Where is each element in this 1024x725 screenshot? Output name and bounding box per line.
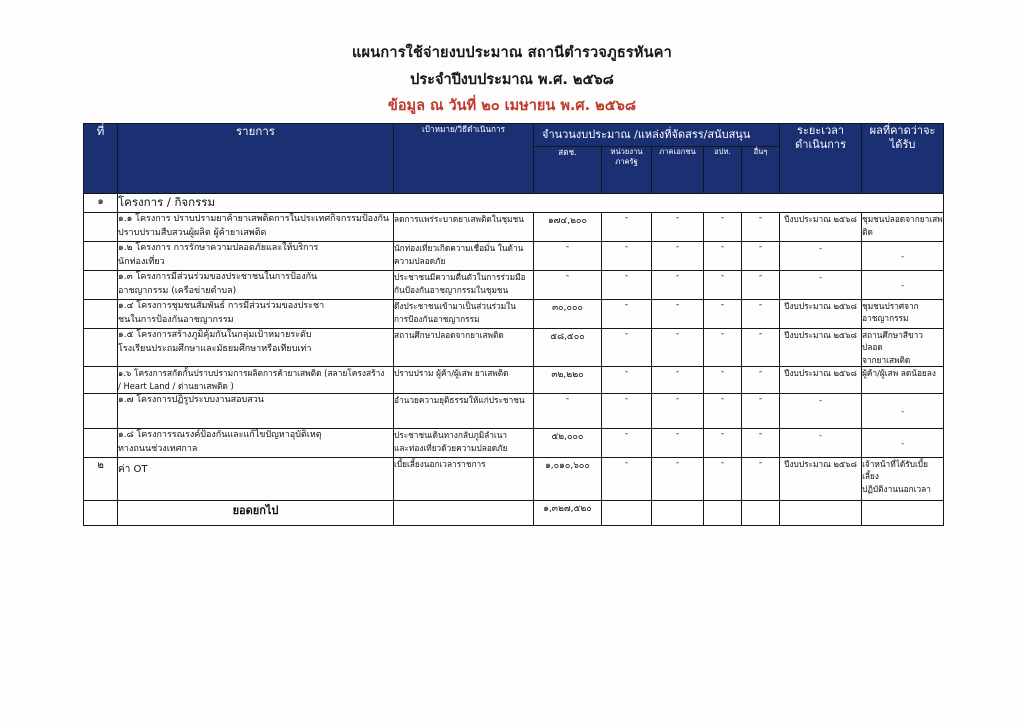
row-budget-other: - (742, 328, 780, 366)
table-row (84, 458, 944, 501)
row-result (862, 328, 944, 366)
total-row-budget-gov (602, 501, 652, 526)
row-item-line1: ๑.๗ โครงการปฏิรูประบบงานสอบสวน (118, 395, 264, 406)
table-header-row-1 (84, 124, 944, 147)
page-subtitle-fiscal-year: ประจำปีงบประมาณ พ.ศ. ๒๕๖๘ (410, 71, 614, 88)
row-item (118, 458, 394, 501)
row-budget-sattacho: - (534, 271, 602, 300)
row-item-line2: นักท่องเที่ยว (118, 257, 165, 268)
row-budget-private: - (652, 367, 704, 394)
budget-table (83, 123, 944, 526)
row-goal (394, 458, 534, 501)
total-row-budget-other (742, 501, 780, 526)
row-result (862, 299, 944, 328)
page-title: แผนการใช้จ่ายงบประมาณ สถานีตำรวจภูธรหันคา (352, 45, 672, 61)
row-item-line1: ๑.๔ โครงการชุมชนสัมพันธ์ การมีส่วนร่วมของประชา (118, 300, 325, 311)
row-budget-gov: - (602, 213, 652, 242)
row-no (84, 328, 118, 366)
row-period: ปีงบประมาณ ๒๕๖๘ (780, 299, 862, 328)
total-row-period (780, 501, 862, 526)
row-item-line2: ทางถนนช่วงเทศกาล (118, 444, 198, 455)
row-goal (394, 242, 534, 271)
row-budget-other: - (742, 299, 780, 328)
row-no (84, 429, 118, 458)
row-budget-sattacho: ๑๗๔,๒๐๐ (534, 213, 602, 242)
table-row-total (84, 501, 944, 526)
row-budget-private: - (652, 394, 704, 429)
row-goal-line1: นักท่องเที่ยวเกิดความเชื่อมั่น ในด้าน (394, 243, 524, 254)
row-item (118, 213, 394, 242)
row-result-line1: ชุมชนปราศจาก (862, 300, 919, 311)
row-budget-other: - (742, 429, 780, 458)
row-goal-line1: ลดการแพร่ระบาดยาเสพติดในชุมชน (394, 214, 524, 225)
row-budget-local: - (704, 271, 742, 300)
row-no (84, 242, 118, 271)
row-period: - (780, 271, 862, 300)
table-header (84, 124, 944, 194)
row-item-line2: ชนในการป้องกันอาชญากรรม (118, 314, 234, 325)
row-budget-local: - (704, 242, 742, 271)
row-goal (394, 429, 534, 458)
row-budget-sattacho: ๕๘,๕๐๐ (534, 328, 602, 366)
row-result (862, 458, 944, 501)
row-budget-gov: - (602, 299, 652, 328)
row-result (862, 213, 944, 242)
total-row-no (84, 501, 118, 526)
row-item-line1: ๑.๑ โครงการ ปราบปรามยาค้ายาเสพติดการในประเทศกิจกรรมป้องกัน (118, 214, 390, 225)
col-header-budget-gov-line1: หน่วยงาน (610, 147, 643, 157)
row-budget-gov: - (602, 328, 652, 366)
row-goal-line1: ปราบปราม ผู้ค้า/ผู้เสพ ยาเสพติด (394, 368, 509, 379)
col-header-budget-private: ภาคเอกชน (652, 147, 704, 194)
page-subtitle-data-date: ข้อมูล ณ วันที่ ๒๐ เมษายน พ.ศ. ๒๕๖๘ (387, 98, 637, 115)
col-header-goal: เป้าหมาย/วิธีดำเนินการ (394, 124, 534, 194)
row-goal (394, 299, 534, 328)
row-goal-line1: ประชาชนมีความตื่นตัวในการร่วมมือ (394, 272, 526, 283)
table-row (84, 429, 944, 458)
row-goal-line2: กันป้องกันอาชญากรรมในชุมชน (394, 284, 509, 295)
table-row (84, 242, 944, 271)
total-row-budget-private (652, 501, 704, 526)
row-result: - (862, 271, 944, 300)
col-header-budget-gov-line2: ภาครัฐ (615, 157, 638, 167)
row-result: - (862, 242, 944, 271)
row-budget-gov: - (602, 242, 652, 271)
row-budget-local: - (704, 213, 742, 242)
row-goal (394, 394, 534, 429)
row-item (118, 299, 394, 328)
col-header-budget-group: จำนวนงบประมาณ /แหล่งที่จัดสรร/สนับสนุน (534, 124, 780, 147)
row-goal-line2: ความปลอดภัย (394, 256, 446, 267)
row-budget-local: - (704, 429, 742, 458)
row-budget-gov: - (602, 458, 652, 501)
row-budget-sattacho: ๑,๐๑๐,๖๐๐ (534, 458, 602, 501)
col-header-period-line1: ระยะเวลา (797, 124, 845, 137)
row-budget-other: - (742, 367, 780, 394)
row-no: ๒ (84, 458, 118, 501)
row-budget-local: - (704, 394, 742, 429)
col-header-period-line2: ดำเนินการ (795, 138, 846, 152)
table-row (84, 394, 944, 429)
row-budget-local: - (704, 328, 742, 366)
row-budget-other: - (742, 458, 780, 501)
row-budget-other: - (742, 213, 780, 242)
table-row (84, 367, 944, 394)
document-title-block (0, 0, 1024, 117)
row-item-line1: ค่า OT (118, 464, 148, 476)
row-budget-local: - (704, 299, 742, 328)
row-goal (394, 213, 534, 242)
row-item-line2: / Heart Land / ด่านยาเสพติด ) (118, 381, 234, 392)
col-header-period (780, 124, 862, 194)
row-goal-line1: เบี้ยเลี้ยงนอกเวลาราชการ (394, 459, 486, 470)
row-result-line2: จากยาเสพติด (862, 354, 911, 365)
row-item (118, 271, 394, 300)
row-item-line2: ปราบปรามสืบสวนผู้ผลิต ผู้ค้ายาเสพติด (118, 228, 267, 239)
row-budget-private: - (652, 242, 704, 271)
row-budget-sattacho: - (534, 242, 602, 271)
group-row-no: ๑ (84, 194, 118, 213)
row-item-line1: ๑.๒ โครงการ การรักษาความปลอดภัยและให้บริการ (118, 243, 319, 254)
row-no (84, 367, 118, 394)
row-goal-line1: อำนวยความยุติธรรมให้แก่ประชาชน (394, 395, 525, 406)
row-budget-gov: - (602, 367, 652, 394)
row-result-line2: อาชญากรรม (862, 313, 909, 324)
row-budget-gov: - (602, 271, 652, 300)
row-item-line2: โรงเรียนประถมศึกษาและมัธยมศึกษาหรือเทียบเท่า (118, 343, 312, 354)
row-budget-private: - (652, 299, 704, 328)
row-budget-private: - (652, 458, 704, 501)
row-budget-other: - (742, 394, 780, 429)
row-result-line2: ปฏิบัติงานนอกเวลา (862, 483, 931, 494)
col-header-budget-other: อื่นๆ (742, 147, 780, 194)
table-row (84, 328, 944, 366)
row-budget-gov: - (602, 429, 652, 458)
row-goal (394, 271, 534, 300)
row-item (118, 429, 394, 458)
row-budget-other: - (742, 242, 780, 271)
col-header-result-line1: ผลที่คาดว่าจะ (869, 124, 936, 137)
col-header-no: ที่ (84, 124, 118, 194)
col-header-item: รายการ (118, 124, 394, 194)
row-item-line1: ๑.๖ โครงการสกัดกั้นปราบปรามการผลิตการค้ายาเสพติด (สลายโครงสร้าง (118, 368, 385, 379)
row-no (84, 271, 118, 300)
row-item (118, 394, 394, 429)
row-goal-line1: สถานศึกษาปลอดจากยาเสพติด (394, 329, 504, 340)
col-header-budget-local: อปท. (704, 147, 742, 194)
row-goal-line2: การป้องกันอาชญากรรม (394, 313, 480, 324)
total-row-result (862, 501, 944, 526)
total-row-budget-local (704, 501, 742, 526)
col-header-budget-gov (602, 147, 652, 194)
row-result-line1: เจ้าหน้าที่ได้รับเบี้ยเลี้ยง (862, 459, 928, 482)
row-period: ปีงบประมาณ ๒๕๖๘ (780, 328, 862, 366)
row-no (84, 394, 118, 429)
row-item (118, 242, 394, 271)
row-budget-sattacho: ๓๒,๒๒๐ (534, 367, 602, 394)
row-item (118, 367, 394, 394)
row-budget-other: - (742, 271, 780, 300)
row-budget-local: - (704, 367, 742, 394)
row-goal (394, 367, 534, 394)
row-item (118, 328, 394, 366)
row-goal-line2: และท่องเที่ยวด้วยความปลอดภัย (394, 443, 508, 453)
total-row-goal (394, 501, 534, 526)
row-no (84, 213, 118, 242)
row-budget-sattacho: ๓๐,๐๐๐ (534, 299, 602, 328)
table-row (84, 271, 944, 300)
row-budget-private: - (652, 271, 704, 300)
table-row (84, 299, 944, 328)
table-row-group-heading (84, 194, 944, 213)
row-period: - (780, 429, 862, 458)
col-header-result-line2: ได้รับ (889, 138, 916, 152)
group-row-label: โครงการ / กิจกรรม (118, 194, 944, 213)
table-row (84, 213, 944, 242)
row-budget-sattacho: - (534, 394, 602, 429)
row-result: - (862, 429, 944, 458)
row-budget-local: - (704, 458, 742, 501)
total-row-budget-sattacho: ๑,๓๒๗,๕๒๐ (534, 501, 602, 526)
col-header-result (862, 124, 944, 194)
row-item-line1: ๑.๓ โครงการมีส่วนร่วมของประชาชนในการป้องกัน (118, 272, 318, 283)
row-item-line1: ๑.๕ โครงการสร้างภูมิคุ้มกันในกลุ่มเป้าหมายระดับ (118, 329, 312, 340)
row-goal-line1: ประชาชนเดินทางกลับภูมิลำเนา (394, 430, 508, 441)
row-goal (394, 328, 534, 366)
row-result: - (862, 394, 944, 429)
row-budget-private: - (652, 328, 704, 366)
row-result-line1: ชุมชนปลอดจากยาเสพติด (862, 214, 943, 237)
row-goal-line1: ดึงประชาชนเข้ามาเป็นส่วนร่วมใน (394, 300, 516, 311)
row-result (862, 367, 944, 394)
row-period: - (780, 394, 862, 429)
table-body (84, 194, 944, 526)
row-result-line1: สถานศึกษาสีขาวปลอด (862, 329, 923, 353)
row-budget-private: - (652, 213, 704, 242)
row-no (84, 299, 118, 328)
row-period: ปีงบประมาณ ๒๕๖๘ (780, 367, 862, 394)
row-result-line1: ผู้ค้า/ผู้เสพ ลดน้อยลง (862, 368, 936, 379)
total-row-label: ยอดยกไป (118, 501, 394, 526)
row-period: ปีงบประมาณ ๒๕๖๘ (780, 213, 862, 242)
row-item-line1: ๑.๘ โครงการรณรงค์ป้องกันและแก้ไขปัญหาอุบัติเหตุ (118, 430, 322, 441)
row-period: ปีงบประมาณ ๒๕๖๘ (780, 458, 862, 501)
row-budget-sattacho: ๕๒,๐๐๐ (534, 429, 602, 458)
row-period: - (780, 242, 862, 271)
row-budget-gov: - (602, 394, 652, 429)
row-budget-private: - (652, 429, 704, 458)
col-header-budget-sattacho: สตช. (534, 147, 602, 194)
row-item-line2: อาชญากรรม (เครือข่ายตำบล) (118, 285, 237, 296)
